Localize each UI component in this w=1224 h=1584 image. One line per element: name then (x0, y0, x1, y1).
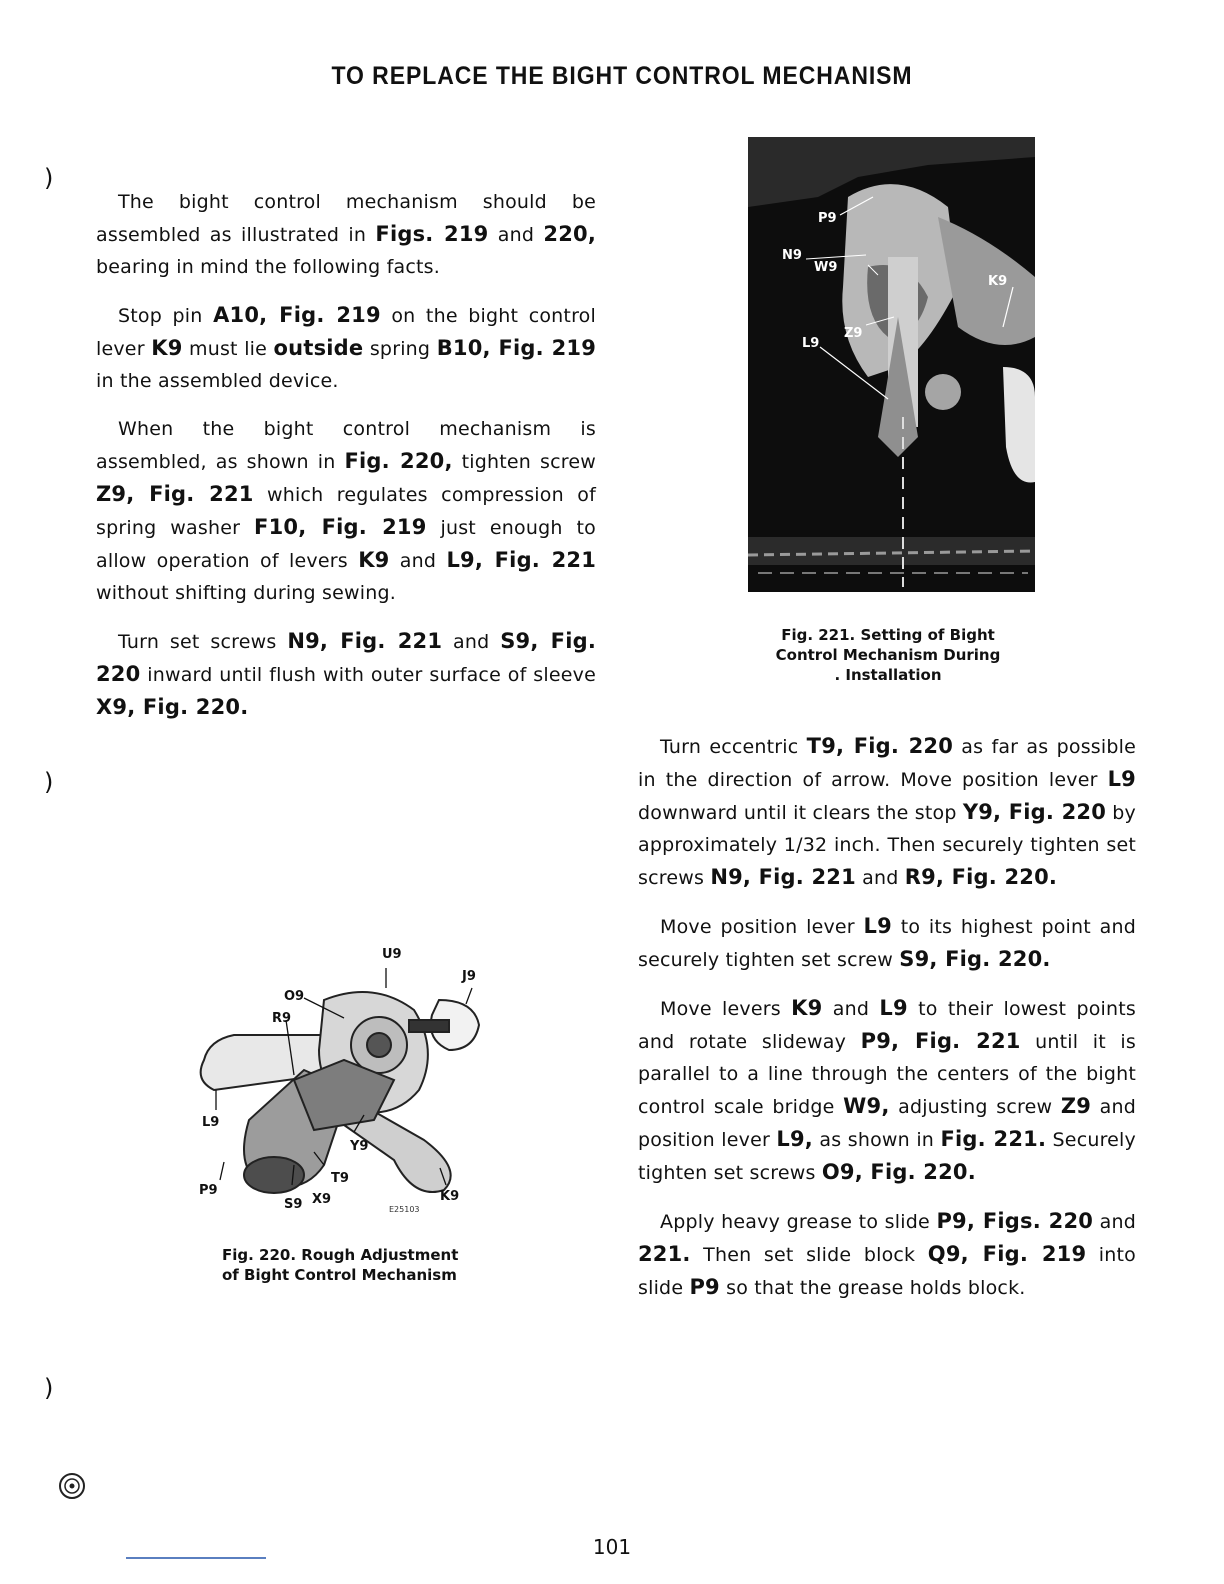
body-text: which regulates compression of spring washer (96, 484, 596, 539)
fig221-label-n9: N9 (782, 248, 802, 263)
reference-text: P9, Fig. 221 (860, 1029, 1021, 1053)
reference-text: W9, (843, 1094, 890, 1118)
paragraph (638, 730, 1136, 894)
fig220-label-t9: T9 (331, 1171, 349, 1186)
body-text: and (855, 867, 905, 889)
fig221-label-k9: K9 (988, 274, 1008, 289)
body-text: without shifting during sewing. (96, 582, 396, 604)
body-text: as far as possible in the direction of arrow. Move position lever (638, 736, 1136, 791)
reference-text: Fig. 221. (940, 1127, 1047, 1151)
reference-text: 220, (543, 222, 597, 246)
body-text: Stop pin (118, 305, 214, 327)
margin-mark: ) (44, 164, 54, 192)
fig220-label-o9: O9 (284, 989, 305, 1004)
body-text: Securely tighten set screws (638, 1129, 1136, 1184)
reference-text: Figs. 219 (375, 222, 489, 246)
body-text: as shown in (812, 1129, 941, 1151)
fig220-label-s9: S9 (284, 1197, 303, 1212)
reference-text: P9 (689, 1275, 720, 1299)
fig220-label-p9: P9 (199, 1183, 218, 1198)
body-text: and (389, 550, 447, 572)
body-text: until it is parallel to a line through the centers of the bight control scale bridge (638, 1031, 1136, 1118)
right-column (638, 730, 1136, 1320)
reference-text: N9, Fig. 221 (287, 629, 443, 653)
page-number: 101 (592, 1535, 632, 1559)
figure-220-drawing (194, 940, 494, 1222)
body-text: on the bight control lever (96, 305, 596, 360)
reference-text: Z9 (1060, 1094, 1092, 1118)
caption-line: . Installation (834, 666, 942, 684)
fig220-label-y9: Y9 (350, 1139, 369, 1154)
body-text: adjusting screw (889, 1096, 1061, 1118)
paragraph (96, 186, 596, 283)
body-text: by approximately 1/32 inch. Then securely tighten set screws (638, 802, 1136, 889)
reference-text: L9, (776, 1127, 813, 1151)
fig220-label-x9: X9 (312, 1192, 332, 1207)
reference-text: R9, Fig. 220. (904, 865, 1058, 889)
paragraph (638, 1205, 1136, 1304)
fig220-label-u9: U9 (382, 947, 402, 962)
reference-text: X9, Fig. 220. (96, 695, 249, 719)
fig220-label-j9: J9 (462, 969, 476, 984)
body-text: Turn set screws (118, 631, 288, 653)
body-text: must lie (182, 338, 274, 360)
reference-text: S9, Fig. 220 (96, 629, 597, 686)
body-text: downward until it clears the stop (638, 802, 963, 824)
body-text: in the assembled device. (96, 370, 339, 392)
body-text: Move levers (660, 998, 792, 1020)
fig220-label-r9: R9 (272, 1011, 292, 1026)
body-text: into slide (638, 1244, 1137, 1299)
body-text: so that the grease holds block. (719, 1277, 1026, 1299)
body-text: Then set slide block (690, 1244, 928, 1266)
reference-text: L9 (879, 996, 908, 1020)
body-text: just enough to allow operation of levers (96, 517, 596, 572)
figure-221-caption (740, 625, 1036, 685)
fig221-label-p9: P9 (818, 211, 837, 226)
fig221-label-w9: W9 (814, 260, 838, 275)
body-text: When the bight control mechanism is assembled, as shown in (96, 418, 596, 473)
body-text: Turn eccentric (660, 736, 807, 758)
margin-mark: ) (44, 1374, 54, 1402)
reference-text: P9, Figs. 220 (936, 1209, 1094, 1233)
caption-line: of Bight Control Mechanism (222, 1266, 457, 1284)
body-text: to its highest point and securely tighten set screw (638, 916, 1137, 971)
body-text: spring (363, 338, 437, 360)
paragraph (96, 299, 596, 397)
figure-221-illustration (748, 137, 1035, 592)
reference-text: T9, Fig. 220 (806, 734, 954, 758)
reference-text: K9 (791, 996, 823, 1020)
reference-text: N9, Fig. 221 (710, 865, 856, 889)
margin-mark: ) (44, 768, 54, 796)
caption-line: Control Mechanism During (775, 646, 1001, 664)
reference-text: Q9, Fig. 219 (927, 1242, 1087, 1266)
body-text: to their lowest points and rotate slideway (638, 998, 1137, 1053)
body-text: and position lever (638, 1096, 1136, 1151)
fig221-label-l9: L9 (802, 336, 820, 351)
body-text: tighten screw (452, 451, 596, 473)
caption-line: Fig. 221. Setting of Bight (781, 626, 995, 644)
reference-text: outside (273, 336, 364, 360)
reference-text: O9, Fig. 220. (821, 1160, 976, 1184)
reference-text: 221. (638, 1242, 691, 1266)
reference-text: Z9, Fig. 221 (96, 482, 254, 506)
paragraph (638, 992, 1136, 1189)
footer-divider (126, 1557, 266, 1559)
reference-text: L9 (1107, 767, 1136, 791)
reference-text: A10, Fig. 219 (213, 303, 381, 327)
left-column (96, 186, 596, 740)
body-text: The bight control mechanism should be assembled as illustrated in (96, 191, 596, 246)
body-text: and (488, 224, 544, 246)
fig220-label-k9: K9 (440, 1189, 460, 1204)
fig220-label-l9: L9 (202, 1115, 220, 1130)
body-text: Apply heavy grease to slide (660, 1211, 937, 1233)
paragraph (638, 910, 1136, 976)
publisher-seal-icon (58, 1472, 86, 1500)
fig221-label-z9: Z9 (844, 326, 863, 341)
paragraph (96, 413, 596, 609)
reference-text: Fig. 220, (344, 449, 453, 473)
caption-line: Fig. 220. Rough Adjustment (222, 1246, 459, 1264)
body-text: and (1093, 1211, 1137, 1233)
reference-text: L9 (863, 914, 892, 938)
body-text: and (822, 998, 880, 1020)
paragraph (96, 625, 596, 724)
body-text: bearing in mind the following facts. (96, 256, 440, 278)
figure-220-illustration (194, 940, 494, 1222)
figure-220-caption (196, 1245, 512, 1285)
reference-text: F10, Fig. 219 (254, 515, 427, 539)
body-text: and (442, 631, 501, 653)
page-title: TO REPLACE THE BIGHT CONTROL MECHANISM (331, 62, 913, 90)
reference-text: L9, Fig. 221 (446, 548, 597, 572)
reference-text: B10, Fig. 219 (436, 336, 597, 360)
reference-text: Y9, Fig. 220 (962, 800, 1107, 824)
body-text: inward until flush with outer surface of sleeve (140, 664, 596, 686)
body-text: Move position lever (660, 916, 864, 938)
fig220-code: E25103 (389, 1205, 420, 1214)
reference-text: S9, Fig. 220. (899, 947, 1051, 971)
reference-text: K9 (358, 548, 390, 572)
figure-221-photo (748, 137, 1035, 592)
reference-text: K9 (151, 336, 183, 360)
